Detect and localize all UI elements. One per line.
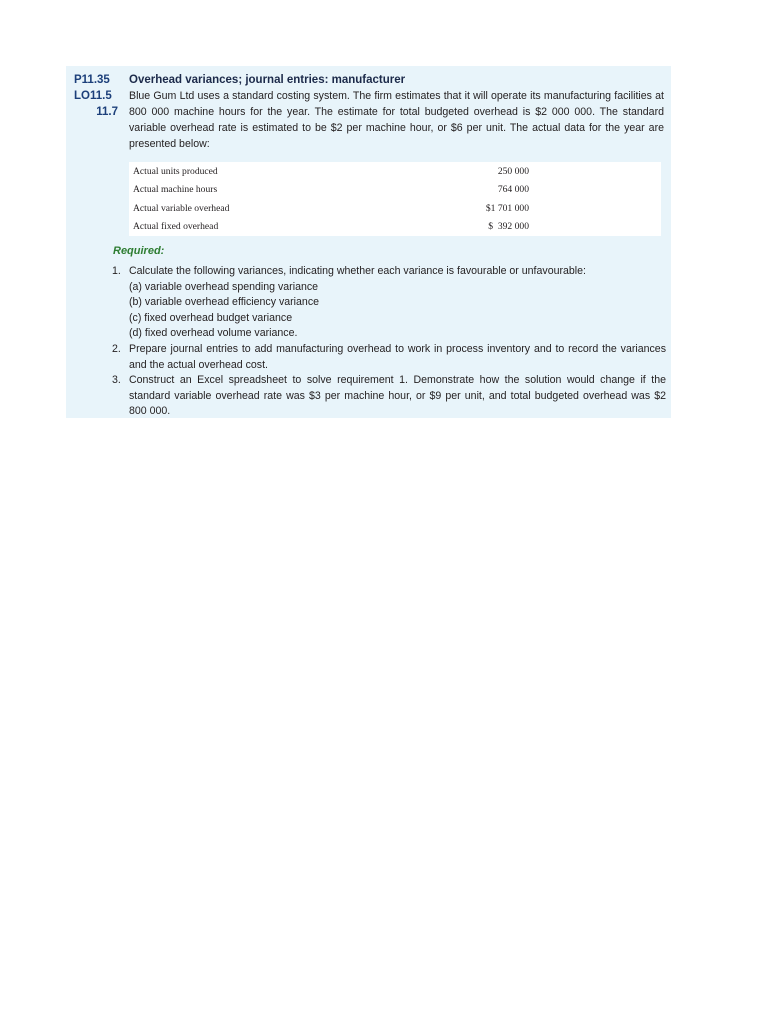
- item-number: 1.: [112, 265, 121, 277]
- table-row: [129, 199, 661, 218]
- table-row: [129, 162, 661, 181]
- actual-data-table: [129, 162, 661, 236]
- row-label: Actual units produced: [133, 165, 218, 177]
- row-value: 250 000: [497, 165, 529, 177]
- list-item: [112, 373, 666, 420]
- sub-item: (a) variable overhead spending variance: [129, 280, 319, 293]
- item-number: 3.: [112, 374, 121, 387]
- problem-number: P11.35: [74, 74, 110, 86]
- sub-item: (d) fixed overhead volume variance.: [129, 327, 298, 340]
- required-heading: Required:: [113, 245, 165, 257]
- problem-title: Overhead variances; journal entries: manufacturer: [129, 74, 406, 86]
- item-text: Calculate the following variances, indicating whether each variance is favourable or unfavourable:: [129, 265, 586, 277]
- row-value: $1 701 000: [485, 202, 529, 214]
- row-label: Actual variable overhead: [133, 202, 230, 214]
- table-row: [129, 218, 661, 237]
- sub-item: (c) fixed overhead budget variance: [129, 311, 293, 324]
- sub-item: (b) variable overhead efficiency variance: [129, 296, 320, 309]
- list-item: [112, 342, 666, 373]
- row-value: $ 392 000: [488, 221, 529, 233]
- row-label: Actual fixed overhead: [133, 221, 219, 233]
- row-label: Actual machine hours: [133, 184, 218, 196]
- item-number: 2.: [112, 342, 121, 355]
- item-text: Prepare journal entries to add manufacturing overhead to work in process inventory and to record the variances and the actual overhead cost.: [129, 342, 666, 371]
- learning-objective: 11.7: [96, 106, 118, 118]
- problem-box: [66, 66, 671, 418]
- item-text: Construct an Excel spreadsheet to solve requirement 1. Demonstrate how the solution would change if the standard variable overhead rate was $3 per machine hour, or $9 per unit, and total budgeted overhead was $2 800 000.: [129, 374, 666, 418]
- table-row: [129, 181, 661, 200]
- problem-intro: Blue Gum Ltd uses a standard costing system. The firm estimates that it will operate its manufacturing facilities at 800 000 machine hours for the year. The estimate for total budgeted overhead is $2 000 000. The standard variable overhead rate is estimated to be $2 per machine hour, or $6 per unit. The actual data for the year are presented below:: [129, 90, 664, 150]
- learning-objective: LO11.5: [74, 90, 112, 102]
- list-item: [112, 264, 666, 342]
- required-list: [112, 264, 666, 420]
- row-value: 764 000: [497, 184, 529, 196]
- problem-reference: [74, 72, 120, 120]
